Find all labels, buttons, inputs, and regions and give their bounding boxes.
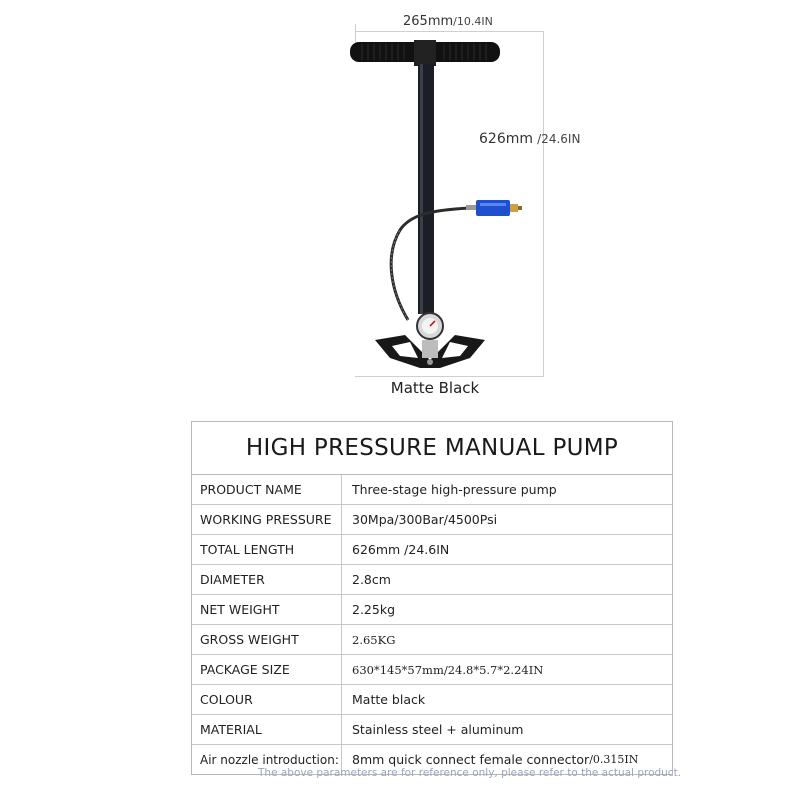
table-row (192, 715, 672, 745)
pump-illustration (330, 30, 560, 380)
row-label: COLOUR (192, 685, 342, 714)
row-label: Air nozzle introduction: (192, 745, 342, 774)
product-caption: Matte Black (390, 379, 480, 397)
row-label: PACKAGE SIZE (192, 655, 342, 684)
table-row (192, 625, 672, 655)
row-value: Matte black (352, 692, 426, 707)
row-value: 2.8cm (352, 572, 391, 587)
row-value: 626mm /24.6IN (352, 542, 450, 557)
row-label: GROSS WEIGHT (192, 625, 342, 654)
width-in-unit: IN (481, 15, 493, 28)
row-value: 2.65KG (352, 632, 396, 647)
table-row (192, 655, 672, 685)
table-row (192, 535, 672, 565)
table-row (192, 505, 672, 535)
row-label: TOTAL LENGTH (192, 535, 342, 564)
row-value: Three-stage high-pressure pump (352, 482, 557, 497)
table-row (192, 565, 672, 595)
width-dimension-label (403, 14, 493, 29)
table-title: HIGH PRESSURE MANUAL PUMP (192, 422, 672, 475)
row-value-tail: /0.315IN (589, 753, 639, 766)
row-value: Stainless steel + aluminum (352, 722, 524, 737)
footnote: The above parameters are for reference only, please refer to the actual product. (258, 767, 682, 779)
row-label: WORKING PRESSURE (192, 505, 342, 534)
length-in: /24.6IN (537, 132, 581, 146)
row-label: DIAMETER (192, 565, 342, 594)
length-mm: 626mm (479, 131, 533, 147)
row-label: NET WEIGHT (192, 595, 342, 624)
table-row (192, 595, 672, 625)
row-value-main: 8mm quick connect female connector (352, 752, 590, 767)
table-row (192, 475, 672, 505)
table-row (192, 685, 672, 715)
spec-table (191, 421, 673, 775)
row-value: 2.25kg (352, 602, 396, 617)
row-value: 30Mpa/300Bar/4500Psi (352, 512, 498, 527)
quick-connector (476, 200, 510, 216)
row-value: 630*145*57mm/24.8*5.7*2.24IN (352, 662, 544, 677)
width-in: /10.4 (453, 15, 482, 28)
row-label: MATERIAL (192, 715, 342, 744)
width-mm: 265mm (403, 14, 454, 29)
row-label: PRODUCT NAME (192, 475, 342, 504)
